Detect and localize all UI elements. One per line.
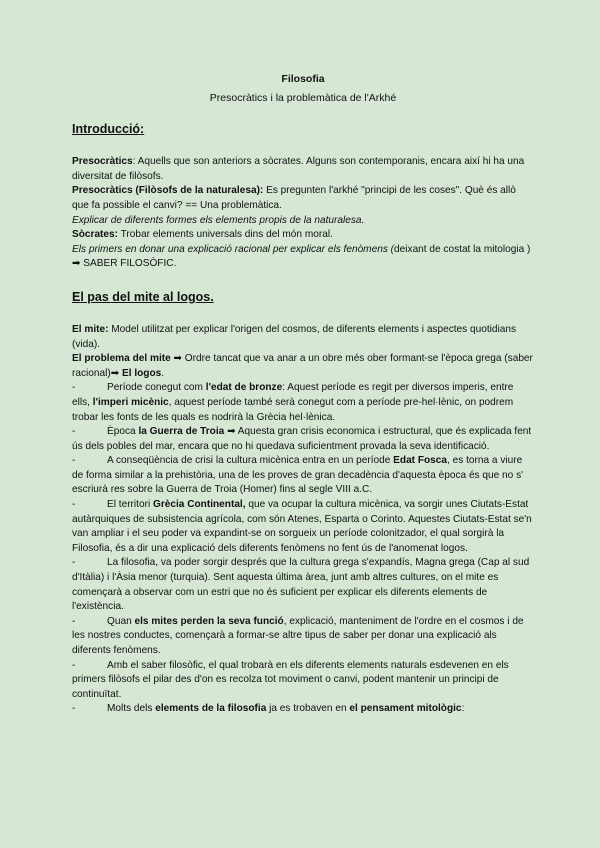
- term-label: El mite:: [72, 323, 109, 335]
- intro-paragraph: Presocràtics: Aquells que son anteriors a sòcrates. Alguns son contemporanis, encara així hi ha una diversitat de filòsofs.: [72, 156, 525, 182]
- document-title: Filosofia: [281, 73, 325, 85]
- intro-paragraph: Explicar de diferents formes els elements propis de la naturalesa.: [72, 214, 365, 226]
- bullet-dash: -: [72, 426, 76, 438]
- bullet-dash: -: [72, 615, 76, 627]
- term-label: El problema del mite: [72, 353, 171, 365]
- bullet-dash: -: [72, 557, 76, 569]
- list-item: - A conseqüència de crisi la cultura micènica entra en un període Edat Fosca, es torna a viure de forma similar a la prehistòria, una de les proves de gran decadència d'aquesta època és que no s' escriurà res sobre la Guerra de Troia (Homer) fins al segle VIII a.C.: [72, 455, 524, 496]
- list-item: - Molts dels elements de la filosofia ja es trobaven en el pensament mitològic:: [72, 702, 534, 717]
- list-item: - La filosofia, va poder sorgir després que la cultura grega s'expandís, Magna grega (Cap al sud d'Itàlia) i l'Àsia menor (turquia). Sent aquesta última àrea, junt amb altres cultures, on el mite es començarà a observar com un estri que no és suficient per explicar els diferents elements de l'existència.: [72, 557, 530, 613]
- list-item: - Quan els mites perden la seva funció, explicació, manteniment de l'ordre en el cosmos i de les nostres conductes, començarà a formar-se altre tipus de saber per donar una explicació als diferents fenòmens.: [72, 615, 524, 656]
- term-label: Presocràtics: [72, 156, 133, 168]
- bullet-dash: -: [72, 659, 76, 671]
- bullet-dash: -: [72, 499, 76, 511]
- problema-paragraph: El problema del mite ➡ Ordre tancat que va anar a un obre més ober formant-se l'època grega (saber racional)➡ El logos.: [72, 353, 533, 379]
- intro-paragraph: Sòcrates: Trobar elements universals dins del món moral.: [72, 229, 333, 241]
- intro-section: [72, 155, 534, 272]
- intro-paragraph: Els primers en donar una explicació racional per explicar els fenòmens (deixant de costat la mitologia ) ➡ SABER FILOSÒFIC.: [72, 243, 531, 270]
- bullet-dash: -: [72, 382, 76, 394]
- mite-paragraph: El mite: Model utilitzat per explicar l'origen del cosmos, de diferents elements i aspectes quotidians (vida).: [72, 323, 517, 350]
- pas-section: [72, 323, 534, 717]
- term-label: Presocràtics (Filòsofs de la naturalesa):: [72, 185, 264, 197]
- term-label: Sòcrates:: [72, 229, 119, 241]
- bullet-dash: -: [72, 703, 76, 715]
- section-heading-introduccio: Introducció:: [72, 122, 145, 137]
- section-heading-pas-del-mite: El pas del mite al logos.: [72, 289, 214, 304]
- list-item: - Època la Guerra de Troia ➡ Aquesta gran crisis economica i estructural, que és explicada fent ús dels pobles del mar, encara que no hi quedava suficientment provada la seva identificació.: [72, 426, 532, 452]
- intro-paragraph: Presocràtics (Filòsofs de la naturalesa): Es pregunten l'arkhé "principi de les coses". Què és allò que fa possible el canvi? == Una problemàtica.: [72, 185, 516, 211]
- list-item: - Amb el saber filosòfic, el qual trobarà en els diferents elements naturals esdevenen en els primers filòsofs el pilar des d'on es recolza tot moviment o canvi, podent mantenir un principi de continuïtat.: [72, 659, 509, 700]
- bullet-dash: -: [72, 455, 76, 467]
- document-subtitle: Presocràtics i la problemàtica de l'Arkhé: [209, 91, 397, 104]
- list-item: - Període conegut com l'edat de bronze: Aquest període es regit per diversos imperis, entre ells, l'imperi micènic, aquest període també serà conegut com a període pre-hel·lènic, on podrem trobar les fonts de les quals es nodrirà la Grècia hel·lènica.: [72, 382, 514, 423]
- list-item: - El territori Grècia Continental, que va ocupar la cultura micènica, va sorgir unes Ciutats-Estat autàrquiques de subsistencia agrícola, com són Atenes, Esparta o Corinto. Aquestes Ciutats-Estat se'n van ampliar i el seu poder va expandint-se on sorgueix un període colonitzador, el qual sorgirà la Filosofia, és a dir una explicació dels diferents fenòmens no fent ús de l'anomenat logos.: [72, 499, 532, 554]
